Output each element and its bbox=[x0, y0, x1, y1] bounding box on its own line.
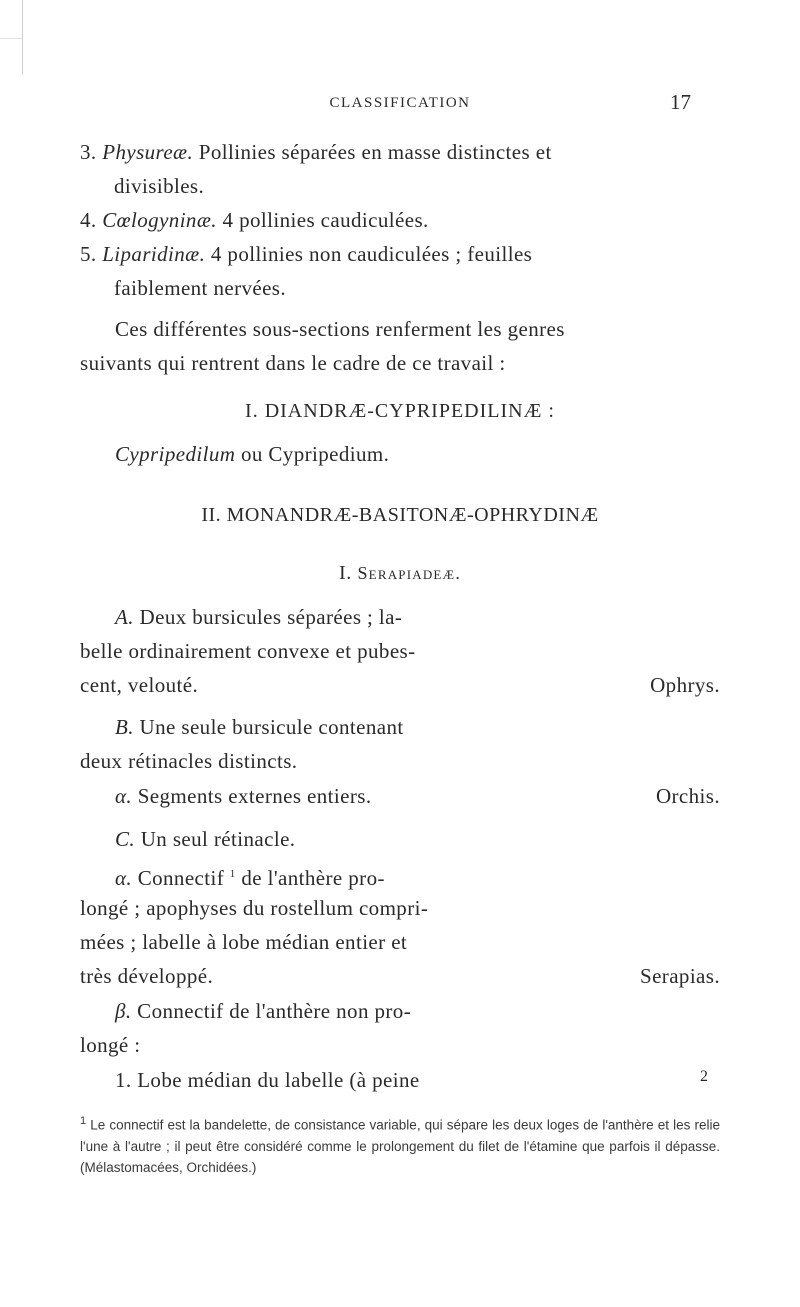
page-number: 17 bbox=[670, 90, 691, 114]
key-letter: C. bbox=[115, 827, 136, 851]
page-edge-tick bbox=[0, 38, 22, 39]
key-text: très développé. bbox=[80, 964, 214, 988]
section-1-heading: I. DIANDRÆ-CYPRIPEDILINÆ : bbox=[245, 400, 555, 422]
item-taxon: Cœlogyninæ. bbox=[102, 208, 217, 232]
subsection-name: Serapiadeæ. bbox=[357, 563, 462, 583]
running-header: CLASSIFICATION bbox=[329, 95, 471, 111]
subsection-heading bbox=[0, 562, 800, 585]
signature-mark: 2 bbox=[700, 1068, 708, 1085]
key-letter: α. bbox=[115, 784, 133, 808]
key-letter: α. bbox=[115, 866, 133, 890]
page-edge-line bbox=[22, 0, 23, 75]
genus-serapias: Serapias. bbox=[640, 964, 720, 988]
item-taxon: Liparidinæ. bbox=[102, 242, 206, 266]
footnote-ref: 1 bbox=[229, 868, 236, 880]
key-text: Deux bursicules séparées ; la- bbox=[133, 605, 403, 629]
key-b-line-2: deux rétinacles distincts. bbox=[80, 749, 298, 773]
key-c-beta-line-2: longé : bbox=[80, 1033, 141, 1057]
genus-italic: Cypripedilum bbox=[115, 442, 236, 466]
item-physureae bbox=[80, 135, 720, 169]
key-b-line-1 bbox=[115, 710, 404, 744]
key-text: Un seul rétinacle. bbox=[135, 827, 296, 851]
item-coelogyninae bbox=[80, 203, 720, 237]
key-c-line bbox=[115, 822, 295, 856]
key-c-alpha-line-4 bbox=[80, 959, 720, 993]
item-taxon: Physureæ. bbox=[102, 140, 194, 164]
key-text: Segments externes entiers. bbox=[132, 784, 372, 808]
section-1-genus bbox=[115, 437, 389, 471]
key-a-line-1 bbox=[115, 600, 402, 634]
key-c-alpha-line-1 bbox=[115, 857, 385, 895]
item-continuation: faiblement nervées. bbox=[114, 276, 287, 300]
key-c-beta-line-1 bbox=[115, 994, 411, 1028]
key-text: cent, velouté. bbox=[80, 673, 199, 697]
key-c-beta-1: 1. Lobe médian du labelle (à peine bbox=[115, 1068, 420, 1092]
intro-line-2: suivants qui rentrent dans le cadre de ce travail : bbox=[80, 351, 506, 375]
section-2-heading: II. MONANDRÆ-BASITONÆ-OPHRYDINÆ bbox=[201, 504, 599, 526]
footnote bbox=[80, 1111, 720, 1178]
key-c-alpha-line-2: longé ; apophyses du rostellum compri- bbox=[80, 896, 429, 920]
genus-ophrys: Ophrys. bbox=[650, 673, 720, 697]
key-text: de l'anthère pro- bbox=[235, 866, 385, 890]
key-a-line-2: belle ordinairement convexe et pubes- bbox=[80, 639, 416, 663]
item-liparidinae bbox=[80, 237, 720, 271]
subsection-number: I. bbox=[338, 562, 352, 584]
key-letter: β. bbox=[115, 999, 132, 1023]
key-text: Connectif de l'anthère non pro- bbox=[131, 999, 412, 1023]
genus-rest: ou Cypripedium. bbox=[235, 442, 390, 466]
key-c-alpha-line-3: mées ; labelle à lobe médian entier et bbox=[80, 930, 408, 954]
item-number: 5. bbox=[80, 242, 97, 266]
genus-orchis: Orchis. bbox=[655, 784, 720, 808]
item-text: Pollinies séparées en masse distinctes et bbox=[193, 140, 552, 164]
item-number: 4. bbox=[80, 208, 97, 232]
key-letter: B. bbox=[115, 715, 134, 739]
item-continuation: divisibles. bbox=[114, 174, 205, 198]
item-number: 3. bbox=[80, 140, 97, 164]
key-letter: A. bbox=[115, 605, 134, 629]
intro-line-1: Ces différentes sous-sections renferment les genres bbox=[115, 317, 565, 341]
key-b-alpha bbox=[115, 779, 720, 813]
footnote-text: Le connectif est la bandelette, de consistance variable, qui sépare les deux loges de l'anthère et les relie l'une à l'autre ; il peut être considéré comme le prolongement du filet de l'étamine que parfois il dépasse. (Mélastomacées, Orchidées.) bbox=[80, 1117, 720, 1175]
key-text: Connectif bbox=[132, 866, 230, 890]
key-a-line-3 bbox=[80, 668, 720, 702]
item-text: 4 pollinies non caudiculées ; feuilles bbox=[205, 242, 533, 266]
footnote-marker: 1 bbox=[80, 1115, 87, 1127]
key-text: Une seule bursicule contenant bbox=[133, 715, 404, 739]
item-text: 4 pollinies caudiculées. bbox=[216, 208, 429, 232]
